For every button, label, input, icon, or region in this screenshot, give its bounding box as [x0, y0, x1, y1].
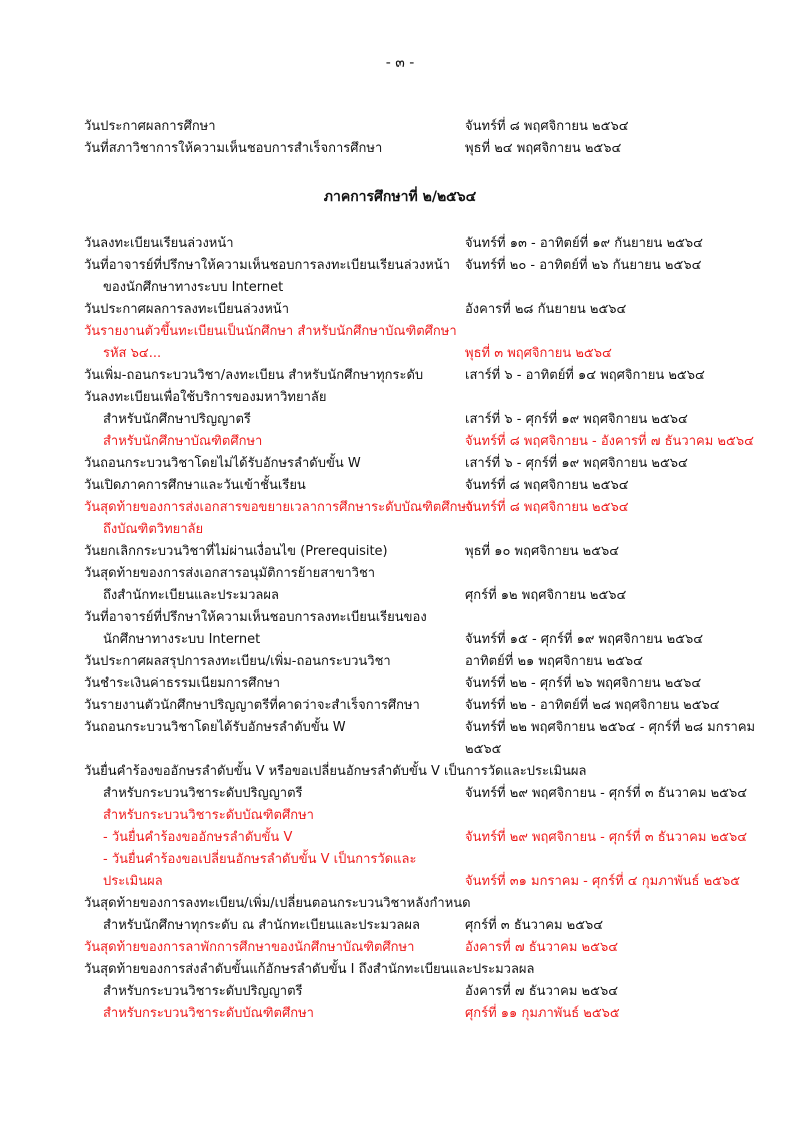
- schedule-date: จันทร์ที่ ๑๓ - อาทิตย์ที่ ๑๙ กันยายน ๒๕๖๔: [465, 236, 704, 251]
- section-title: ภาคการศึกษาที่ ๒/๒๕๖๔: [323, 189, 477, 205]
- schedule-label: วันประกาศผลสรุปการลงทะเบียน/เพิ่ม-ถอนกระบวนวิชา: [84, 654, 391, 669]
- schedule-label: - วันยื่นคำร้องขออักษรลำดับขั้น V: [103, 830, 293, 845]
- schedule-row: [0, 453, 800, 475]
- schedule-date: จันทร์ที่ ๒๒ - ศุกร์ที่ ๒๖ พฤศจิกายน ๒๕๖๔: [465, 676, 702, 691]
- schedule-date: จันทร์ที่ ๓๑ มกราคม - ศุกร์ที่ ๔ กุมภาพันธ์ ๒๕๖๕: [465, 874, 741, 889]
- semester-schedule-list: [0, 233, 800, 1025]
- schedule-label: วันสุดท้ายของการส่งลำดับขั้นแก้อักษรลำดับขั้น I ถึงสำนักทะเบียนและประมวลผล: [84, 962, 535, 977]
- schedule-row: [0, 981, 800, 1003]
- schedule-label: ของนักศึกษาทางระบบ Internet: [103, 280, 284, 295]
- schedule-row: [0, 761, 800, 783]
- schedule-label: วันสุดท้ายของการลงทะเบียน/เพิ่ม/เปลี่ยนตอนกระบวนวิชาหลังกำหนด: [84, 896, 471, 911]
- schedule-date: จันทร์ที่ ๒๙ พฤศจิกายน - ศุกร์ที่ ๓ ธันวาคม ๒๕๖๔: [465, 786, 748, 801]
- schedule-row: [0, 893, 800, 915]
- schedule-label: วันถอนกระบวนวิชาโดยได้รับอักษรลำดับขั้น W: [84, 720, 346, 735]
- schedule-date: ศุกร์ที่ ๑๒ พฤศจิกายน ๒๕๖๔: [465, 588, 627, 603]
- schedule-label: วันยื่นคำร้องขออักษรลำดับขั้น V หรือขอเปลี่ยนอักษรลำดับขั้น V เป็นการวัดและประเมินผล: [84, 764, 587, 779]
- schedule-label: สำหรับนักศึกษาทุกระดับ ณ สำนักทะเบียนและประมวลผล: [103, 918, 420, 933]
- schedule-row: [0, 255, 800, 277]
- schedule-label: ถึงบัณฑิตวิทยาลัย: [103, 522, 204, 537]
- schedule-label: วันยกเลิกกระบวนวิชาที่ไม่ผ่านเงื่อนไข (Prerequisite): [84, 544, 388, 559]
- schedule-date: อังคารที่ ๗ ธันวาคม ๒๕๖๔: [465, 984, 619, 999]
- schedule-row: [0, 629, 800, 651]
- schedule-date: อังคารที่ ๗ ธันวาคม ๒๕๖๔: [465, 940, 619, 955]
- schedule-row: [0, 541, 800, 563]
- schedule-row: [0, 717, 800, 739]
- schedule-row: [0, 651, 800, 673]
- schedule-date: เสาร์ที่ ๖ - ศุกร์ที่ ๑๙ พฤศจิกายน ๒๕๖๔: [465, 456, 688, 471]
- schedule-date: เสาร์ที่ ๖ - ศุกร์ที่ ๑๙ พฤศจิกายน ๒๕๖๔: [465, 412, 688, 427]
- schedule-date: พุธที่ ๒๔ พฤศจิกายน ๒๕๖๔: [465, 141, 622, 156]
- schedule-label: วันเพิ่ม-ถอนกระบวนวิชา/ลงทะเบียน สำหรับนักศึกษาทุกระดับ: [84, 368, 424, 383]
- top-schedule-list: [0, 116, 800, 160]
- schedule-date: พุธที่ ๓ พฤศจิกายน ๒๕๖๔: [465, 346, 612, 361]
- schedule-label: วันที่สภาวิชาการให้ความเห็นชอบการสำเร็จการศึกษา: [84, 141, 383, 156]
- schedule-label: สำหรับนักศึกษาบัณฑิตศึกษา: [103, 434, 263, 449]
- schedule-row: [0, 805, 800, 827]
- schedule-date: จันทร์ที่ ๒๙ พฤศจิกายน - ศุกร์ที่ ๓ ธันวาคม ๒๕๖๔: [465, 830, 748, 845]
- schedule-row: [0, 915, 800, 937]
- schedule-row: [0, 116, 800, 138]
- schedule-row: [0, 783, 800, 805]
- schedule-label: วันที่อาจารย์ที่ปรึกษาให้ความเห็นชอบการลงทะเบียนเรียนของ: [84, 610, 427, 625]
- schedule-row: [0, 607, 800, 629]
- schedule-date: จันทร์ที่ ๘ พฤศจิกายน ๒๕๖๔: [465, 500, 629, 515]
- schedule-date: จันทร์ที่ ๒๒ พฤศจิกายน ๒๕๖๔ - ศุกร์ที่ ๒๘ มกราคม: [465, 720, 756, 735]
- schedule-row: [0, 695, 800, 717]
- schedule-label: สำหรับกระบวนวิชาระดับบัณฑิตศึกษา: [103, 1006, 314, 1021]
- schedule-label: รหัส ๖๔...: [103, 346, 162, 361]
- schedule-label: วันรายงานตัวนักศึกษาปริญญาตรีที่คาดว่าจะสำเร็จการศึกษา: [84, 698, 420, 713]
- schedule-date: อังคารที่ ๒๘ กันยายน ๒๕๖๔: [465, 302, 627, 317]
- schedule-label: ถึงสำนักทะเบียนและประมวลผล: [103, 588, 279, 603]
- schedule-label: สำหรับกระบวนวิชาระดับบัณฑิตศึกษา: [103, 808, 314, 823]
- schedule-label: สำหรับกระบวนวิชาระดับปริญญาตรี: [103, 984, 303, 999]
- schedule-row: [0, 497, 800, 519]
- schedule-row: [0, 138, 800, 160]
- schedule-label: วันรายงานตัวขึ้นทะเบียนเป็นนักศึกษา สำหรับนักศึกษาบัณฑิตศึกษา: [84, 324, 457, 339]
- schedule-row: [0, 673, 800, 695]
- schedule-date: จันทร์ที่ ๘ พฤศจิกายน ๒๕๖๔: [465, 119, 629, 134]
- schedule-date: จันทร์ที่ ๒๐ - อาทิตย์ที่ ๒๖ กันยายน ๒๕๖๔: [465, 258, 702, 273]
- schedule-label: วันลงทะเบียนเรียนล่วงหน้า: [84, 236, 234, 251]
- schedule-label: วันประกาศผลการลงทะเบียนล่วงหน้า: [84, 302, 289, 317]
- schedule-label: วันสุดท้ายของการส่งเอกสารอนุมัติการย้ายสาขาวิชา: [84, 566, 376, 581]
- schedule-label: วันสุดท้ายของการส่งเอกสารขอขยายเวลาการศึกษาระดับบัณฑิตศึกษา: [84, 500, 474, 515]
- schedule-label: วันถอนกระบวนวิชาโดยไม่ได้รับอักษรลำดับขั้น W: [84, 456, 361, 471]
- schedule-row: [0, 585, 800, 607]
- schedule-row: [0, 937, 800, 959]
- schedule-label: ประเมินผล: [103, 874, 163, 889]
- schedule-row: [0, 277, 800, 299]
- schedule-row: [0, 739, 800, 761]
- schedule-label: วันเปิดภาคการศึกษาและวันเข้าชั้นเรียน: [84, 478, 306, 493]
- schedule-row: [0, 519, 800, 541]
- schedule-row: [0, 431, 800, 453]
- schedule-label: สำหรับกระบวนวิชาระดับปริญญาตรี: [103, 786, 303, 801]
- schedule-row: [0, 365, 800, 387]
- schedule-label: วันที่อาจารย์ที่ปรึกษาให้ความเห็นชอบการลงทะเบียนเรียนล่วงหน้า: [84, 258, 451, 273]
- schedule-date: ๒๕๖๕: [465, 742, 502, 757]
- schedule-label: วันชำระเงินค่าธรรมเนียมการศึกษา: [84, 676, 281, 691]
- schedule-date: จันทร์ที่ ๒๒ - อาทิตย์ที่ ๒๘ พฤศจิกายน ๒๕๖๔: [465, 698, 720, 713]
- schedule-row: [0, 343, 800, 365]
- schedule-date: จันทร์ที่ ๘ พฤศจิกายน - อังคารที่ ๗ ธันวาคม ๒๕๖๔: [465, 434, 754, 449]
- schedule-row: [0, 475, 800, 497]
- schedule-label: วันประกาศผลการศึกษา: [84, 119, 216, 134]
- schedule-row: [0, 1003, 800, 1025]
- schedule-row: [0, 871, 800, 893]
- schedule-date: จันทร์ที่ ๘ พฤศจิกายน ๒๕๖๔: [465, 478, 629, 493]
- schedule-label: วันสุดท้ายของการลาพักการศึกษาของนักศึกษาบัณฑิตศึกษา: [84, 940, 415, 955]
- schedule-date: อาทิตย์ที่ ๒๑ พฤศจิกายน ๒๕๖๔: [465, 654, 644, 669]
- schedule-date: พุธที่ ๑๐ พฤศจิกายน ๒๕๖๔: [465, 544, 620, 559]
- schedule-row: [0, 959, 800, 981]
- schedule-row: [0, 849, 800, 871]
- schedule-date: ศุกร์ที่ ๓ ธันวาคม ๒๕๖๔: [465, 918, 604, 933]
- schedule-label: นักศึกษาทางระบบ Internet: [103, 632, 261, 647]
- schedule-date: เสาร์ที่ ๖ - อาทิตย์ที่ ๑๔ พฤศจิกายน ๒๕๖๔: [465, 368, 705, 383]
- page-number: - ๓ -: [385, 55, 415, 71]
- schedule-label: สำหรับนักศึกษาปริญญาตรี: [103, 412, 251, 427]
- schedule-row: [0, 409, 800, 431]
- schedule-date: ศุกร์ที่ ๑๑ กุมภาพันธ์ ๒๕๖๕: [465, 1006, 620, 1021]
- schedule-date: จันทร์ที่ ๑๕ - ศุกร์ที่ ๑๙ พฤศจิกายน ๒๕๖๔: [465, 632, 704, 647]
- schedule-row: [0, 827, 800, 849]
- schedule-label: - วันยื่นคำร้องขอเปลี่ยนอักษรลำดับขั้น V เป็นการวัดและ: [103, 852, 417, 867]
- schedule-row: [0, 299, 800, 321]
- schedule-row: [0, 233, 800, 255]
- schedule-label: วันลงทะเบียนเพื่อใช้บริการของมหาวิทยาลัย: [84, 390, 327, 405]
- schedule-row: [0, 321, 800, 343]
- schedule-row: [0, 563, 800, 585]
- schedule-row: [0, 387, 800, 409]
